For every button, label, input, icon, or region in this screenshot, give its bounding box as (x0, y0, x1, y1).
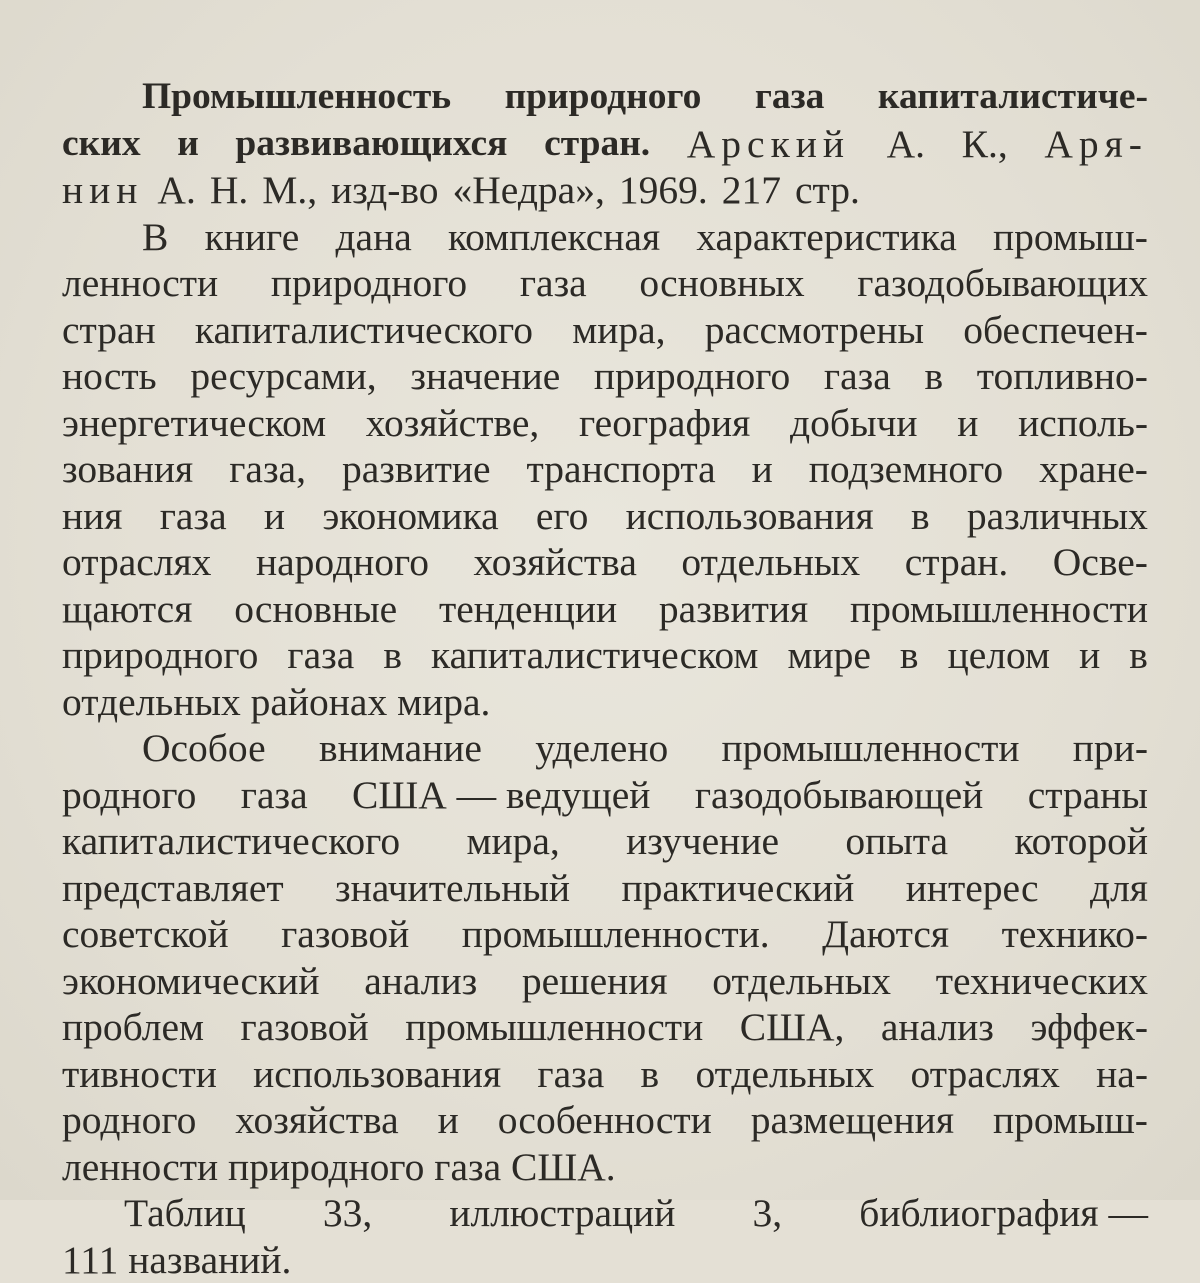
text-line (62, 214, 1148, 261)
word: значительный (335, 865, 570, 912)
word: промыш- (993, 214, 1148, 261)
word: для (1090, 865, 1148, 912)
word: в (1129, 632, 1148, 679)
word: и (438, 1097, 459, 1144)
word: стран (62, 307, 156, 354)
author-initial: А. (887, 121, 925, 168)
word: щаются (62, 586, 192, 633)
text-line (62, 632, 1148, 679)
word: родного (62, 1097, 196, 1144)
word: Таблиц (124, 1190, 246, 1237)
word: природного (594, 353, 790, 400)
word: в (900, 632, 919, 679)
word: капиталистическом (431, 632, 758, 679)
word: промышленности (405, 1004, 703, 1051)
word: использования (626, 493, 874, 540)
paragraph-1-last-line: отдельных районах мира. (62, 679, 1148, 726)
page-count: 217 (722, 167, 781, 214)
word: внимание (319, 725, 482, 772)
word: хозяйстве, (366, 400, 540, 447)
word: значение (410, 353, 560, 400)
word: топливно- (977, 353, 1148, 400)
text-line (62, 307, 1148, 354)
word: газа (160, 493, 227, 540)
text-line (62, 725, 1148, 772)
word: отраслях (62, 539, 211, 586)
word: природного (62, 632, 258, 679)
word: подземного (809, 446, 1003, 493)
word: использования (253, 1051, 501, 1098)
word: дана (335, 214, 411, 261)
text-line (62, 818, 1148, 865)
word: и (264, 493, 285, 540)
word: эффек- (1030, 1004, 1148, 1051)
word: газовой (241, 1004, 369, 1051)
word: газа (537, 1051, 604, 1098)
page-unit: стр. (795, 167, 860, 214)
text-line (62, 958, 1148, 1005)
word: 33, (323, 1190, 372, 1237)
word: газа (520, 260, 587, 307)
word: проблем (62, 1004, 204, 1051)
word: зования (62, 446, 193, 493)
text-line (62, 446, 1148, 493)
author-initial: Н. (210, 167, 248, 214)
word: анализ (364, 958, 477, 1005)
heading-word: капиталистиче- (878, 74, 1148, 121)
word: капиталистического (62, 818, 400, 865)
word: хозяйства (235, 1097, 398, 1144)
text-line (62, 1004, 1148, 1051)
text-line (62, 493, 1148, 540)
word: добычи (790, 400, 918, 447)
heading-word: развивающихся (235, 121, 507, 168)
publication-line (62, 167, 1148, 214)
word: тенденции (439, 586, 617, 633)
word: газодобывающей (695, 772, 983, 819)
word: Особое (142, 725, 266, 772)
word: отдельных (712, 958, 891, 1005)
word: при- (1073, 725, 1148, 772)
word: промыш- (993, 1097, 1148, 1144)
word: опыта (845, 818, 948, 865)
word: практический (621, 865, 854, 912)
word: промышленности (850, 586, 1148, 633)
word: страны (1028, 772, 1148, 819)
word: развитие (342, 446, 491, 493)
word: Даются (822, 911, 949, 958)
author-name: Аря- (1044, 121, 1148, 168)
word: исполь- (1018, 400, 1148, 447)
word: и (752, 446, 773, 493)
word: в (383, 632, 402, 679)
word: газодобывающих (857, 260, 1148, 307)
word: транспорта (527, 446, 716, 493)
author-name: нин (62, 167, 143, 214)
author-initial: А. (157, 167, 195, 214)
word: ность (62, 353, 157, 400)
word: и (1079, 632, 1100, 679)
word: энергетическом (62, 400, 326, 447)
word: развития (659, 586, 808, 633)
word: мира, (572, 307, 665, 354)
word: мире (787, 632, 870, 679)
stats-line (62, 1190, 1148, 1237)
word: хране- (1039, 446, 1148, 493)
word: обеспечен- (963, 307, 1148, 354)
word: которой (1014, 818, 1148, 865)
paragraph-1 (62, 214, 1148, 679)
word: мира, (466, 818, 559, 865)
word: география (579, 400, 750, 447)
word: газа (824, 353, 891, 400)
word: ресурсами, (190, 353, 376, 400)
word: 3, (753, 1190, 783, 1237)
word: и (957, 400, 978, 447)
publisher-label: изд-во (331, 167, 438, 214)
word: родного (62, 772, 196, 819)
word: в (641, 1051, 660, 1098)
heading-word: газа (755, 74, 825, 121)
word: стран. (905, 539, 1009, 586)
word: основных (639, 260, 804, 307)
word: капиталистического (195, 307, 533, 354)
word: экономический (62, 958, 320, 1005)
word: экономика (322, 493, 498, 540)
text-line (62, 1097, 1148, 1144)
word: технико- (1002, 911, 1148, 958)
author-initial: М., (262, 167, 317, 214)
word: советской (62, 911, 229, 958)
word: анализ (881, 1004, 994, 1051)
word: в (911, 493, 930, 540)
text-line (62, 586, 1148, 633)
word: технических (936, 958, 1148, 1005)
word: тивности (62, 1051, 217, 1098)
word: на- (1096, 1051, 1148, 1098)
word: газа (241, 772, 308, 819)
word: газовой (281, 911, 409, 958)
word: основные (234, 586, 397, 633)
text-line (62, 353, 1148, 400)
word: рассмотрены (705, 307, 924, 354)
paragraph-2-last-line: ленности природного газа США. (62, 1144, 1148, 1191)
word: ния (62, 493, 122, 540)
word: его (536, 493, 589, 540)
text-line (62, 1051, 1148, 1098)
book-annotation (62, 74, 1148, 1283)
word: характеристика (696, 214, 956, 261)
word: интерес (906, 865, 1039, 912)
word: библиография — (859, 1190, 1148, 1237)
word: отраслях (910, 1051, 1059, 1098)
word: в (924, 353, 943, 400)
stats-last-line: 111 названий. (62, 1237, 1148, 1283)
word: США — ведущей (352, 772, 650, 819)
publication-year: 1969. (619, 167, 708, 214)
word: Осве- (1053, 539, 1148, 586)
word: газа, (229, 446, 306, 493)
heading-line-1 (62, 74, 1148, 121)
text-line (62, 260, 1148, 307)
publisher-name: «Недра», (453, 167, 605, 214)
word: представляет (62, 865, 284, 912)
heading-word: и (177, 121, 199, 168)
word: иллюстраций (449, 1190, 675, 1237)
author-initial: К., (962, 121, 1008, 168)
word: решения (522, 958, 668, 1005)
heading-word: стран. (544, 121, 650, 168)
word: отдельных (681, 539, 860, 586)
text-line (62, 400, 1148, 447)
word: хозяйства (473, 539, 636, 586)
text-line (62, 865, 1148, 912)
word: США, (740, 1004, 845, 1051)
word: отдельных (695, 1051, 874, 1098)
word: ленности (62, 260, 218, 307)
word: уделено (535, 725, 668, 772)
word: размещения (751, 1097, 954, 1144)
word: различных (967, 493, 1148, 540)
word: В (142, 214, 168, 261)
text-line (62, 911, 1148, 958)
heading-word: Промышленность (142, 74, 451, 121)
word: промышленности (722, 725, 1020, 772)
word: природного (271, 260, 467, 307)
heading-word: ских (62, 121, 141, 168)
heading-word: природного (505, 74, 702, 121)
heading-line-2 (62, 121, 1148, 168)
word: особенности (498, 1097, 712, 1144)
word: изучение (626, 818, 779, 865)
text-line (62, 772, 1148, 819)
word: народного (256, 539, 429, 586)
word: газа (287, 632, 354, 679)
paragraph-2 (62, 725, 1148, 1144)
author-name: Арский (687, 121, 850, 168)
word: промышленности. (462, 911, 770, 958)
word: целом (948, 632, 1050, 679)
word: комплексная (448, 214, 660, 261)
word: книге (205, 214, 300, 261)
text-line (62, 539, 1148, 586)
